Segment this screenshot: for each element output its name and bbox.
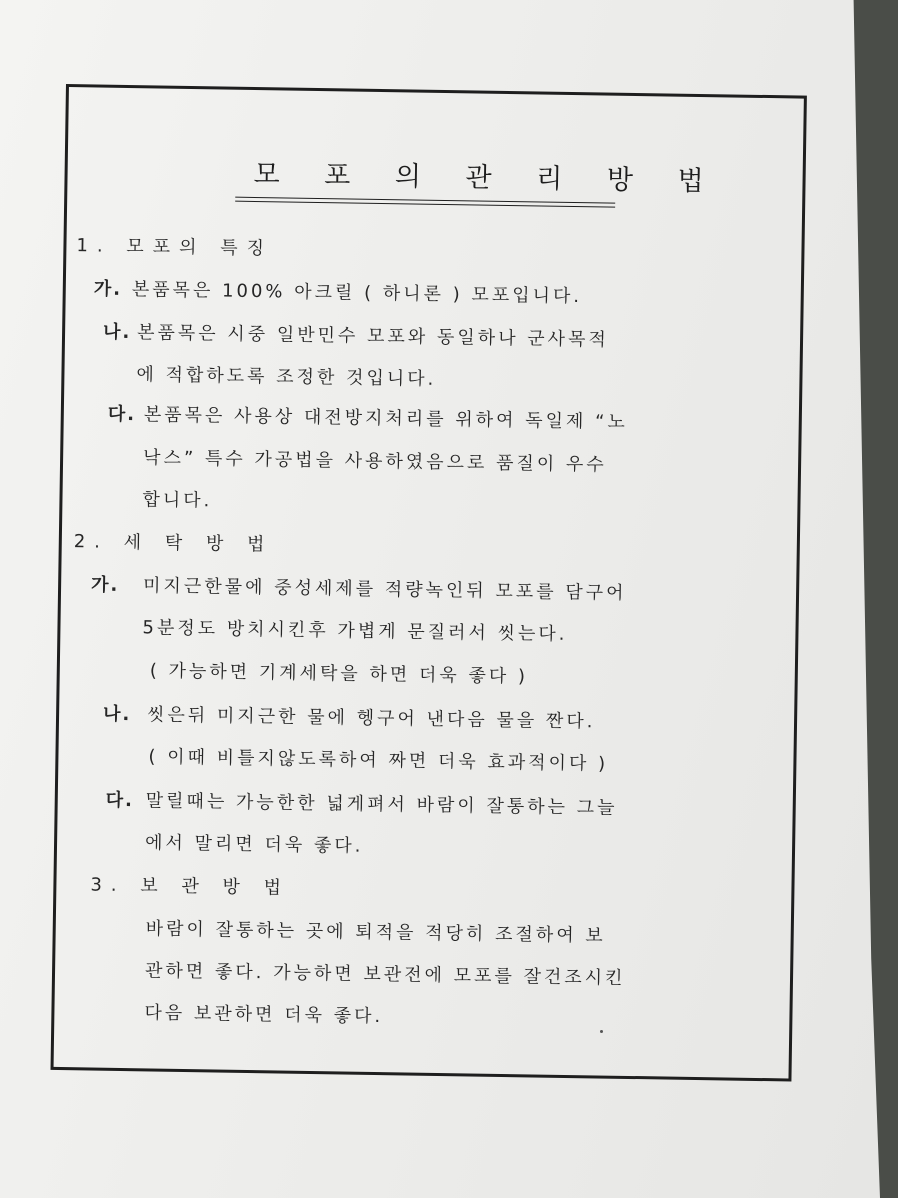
- item-line: 에서 말리면 더욱 좋다.: [144, 832, 364, 857]
- section-heading: 3. 보 관 방 법: [90, 874, 291, 899]
- page-title: 모 포 의 관 리 방 법: [253, 158, 722, 198]
- item-line: 본품목은 사용상 대전방지처리를 위하여 독일제 “노: [143, 404, 629, 433]
- item-line: 본품목은 시중 일반민수 모포와 동일하나 군사목적: [136, 322, 609, 351]
- item-line: 말릴때는 가능한한 넓게펴서 바람이 잘통하는 그늘: [145, 790, 618, 819]
- item-line: ( 가능하면 기계세탁을 하면 더욱 좋다 ): [149, 660, 529, 688]
- paper-speck: [600, 1030, 603, 1033]
- item-line: 합니다.: [142, 489, 213, 512]
- item-line: 관하면 좋다. 가능하면 보관전에 모포를 잘건조시킨: [144, 960, 626, 989]
- title-underline: [235, 197, 615, 204]
- item-line: 5분정도 방치시킨후 가볍게 문질러서 씻는다.: [142, 617, 568, 645]
- item-marker: 다.: [105, 789, 135, 812]
- item-line: 본품목은 100% 아크릴 ( 하니론 ) 모포입니다.: [131, 279, 583, 308]
- item-marker: 가.: [90, 574, 120, 596]
- title-block: [235, 152, 722, 208]
- item-marker: 가.: [93, 278, 123, 300]
- section-heading: 1. 모포의 특징: [76, 235, 274, 260]
- document-frame: [51, 84, 807, 1082]
- item-marker: 나.: [102, 321, 132, 344]
- item-line: ( 이때 비틀지않도록하여 짜면 더욱 효과적이다 ): [148, 746, 609, 775]
- item-line: 다음 보관하면 더욱 좋다.: [144, 1002, 384, 1028]
- item-marker: 다.: [107, 403, 137, 426]
- item-line: 에 적합하도록 조정한 것입니다.: [136, 364, 437, 390]
- item-line: 바람이 잘통하는 곳에 퇴적을 적당히 조절하여 보: [145, 918, 606, 947]
- item-line: 씻은뒤 미지근한 물에 헹구어 낸다음 물을 짠다.: [146, 704, 596, 733]
- section-heading: 2. 세 탁 방 법: [73, 531, 274, 556]
- item-line: 낙스” 특수 가공법을 사용하였음으로 품질이 우수: [142, 447, 607, 476]
- item-line: 미지근한물에 중성세제를 적량녹인뒤 모포를 담구어: [142, 575, 627, 604]
- item-marker: 나.: [102, 703, 132, 726]
